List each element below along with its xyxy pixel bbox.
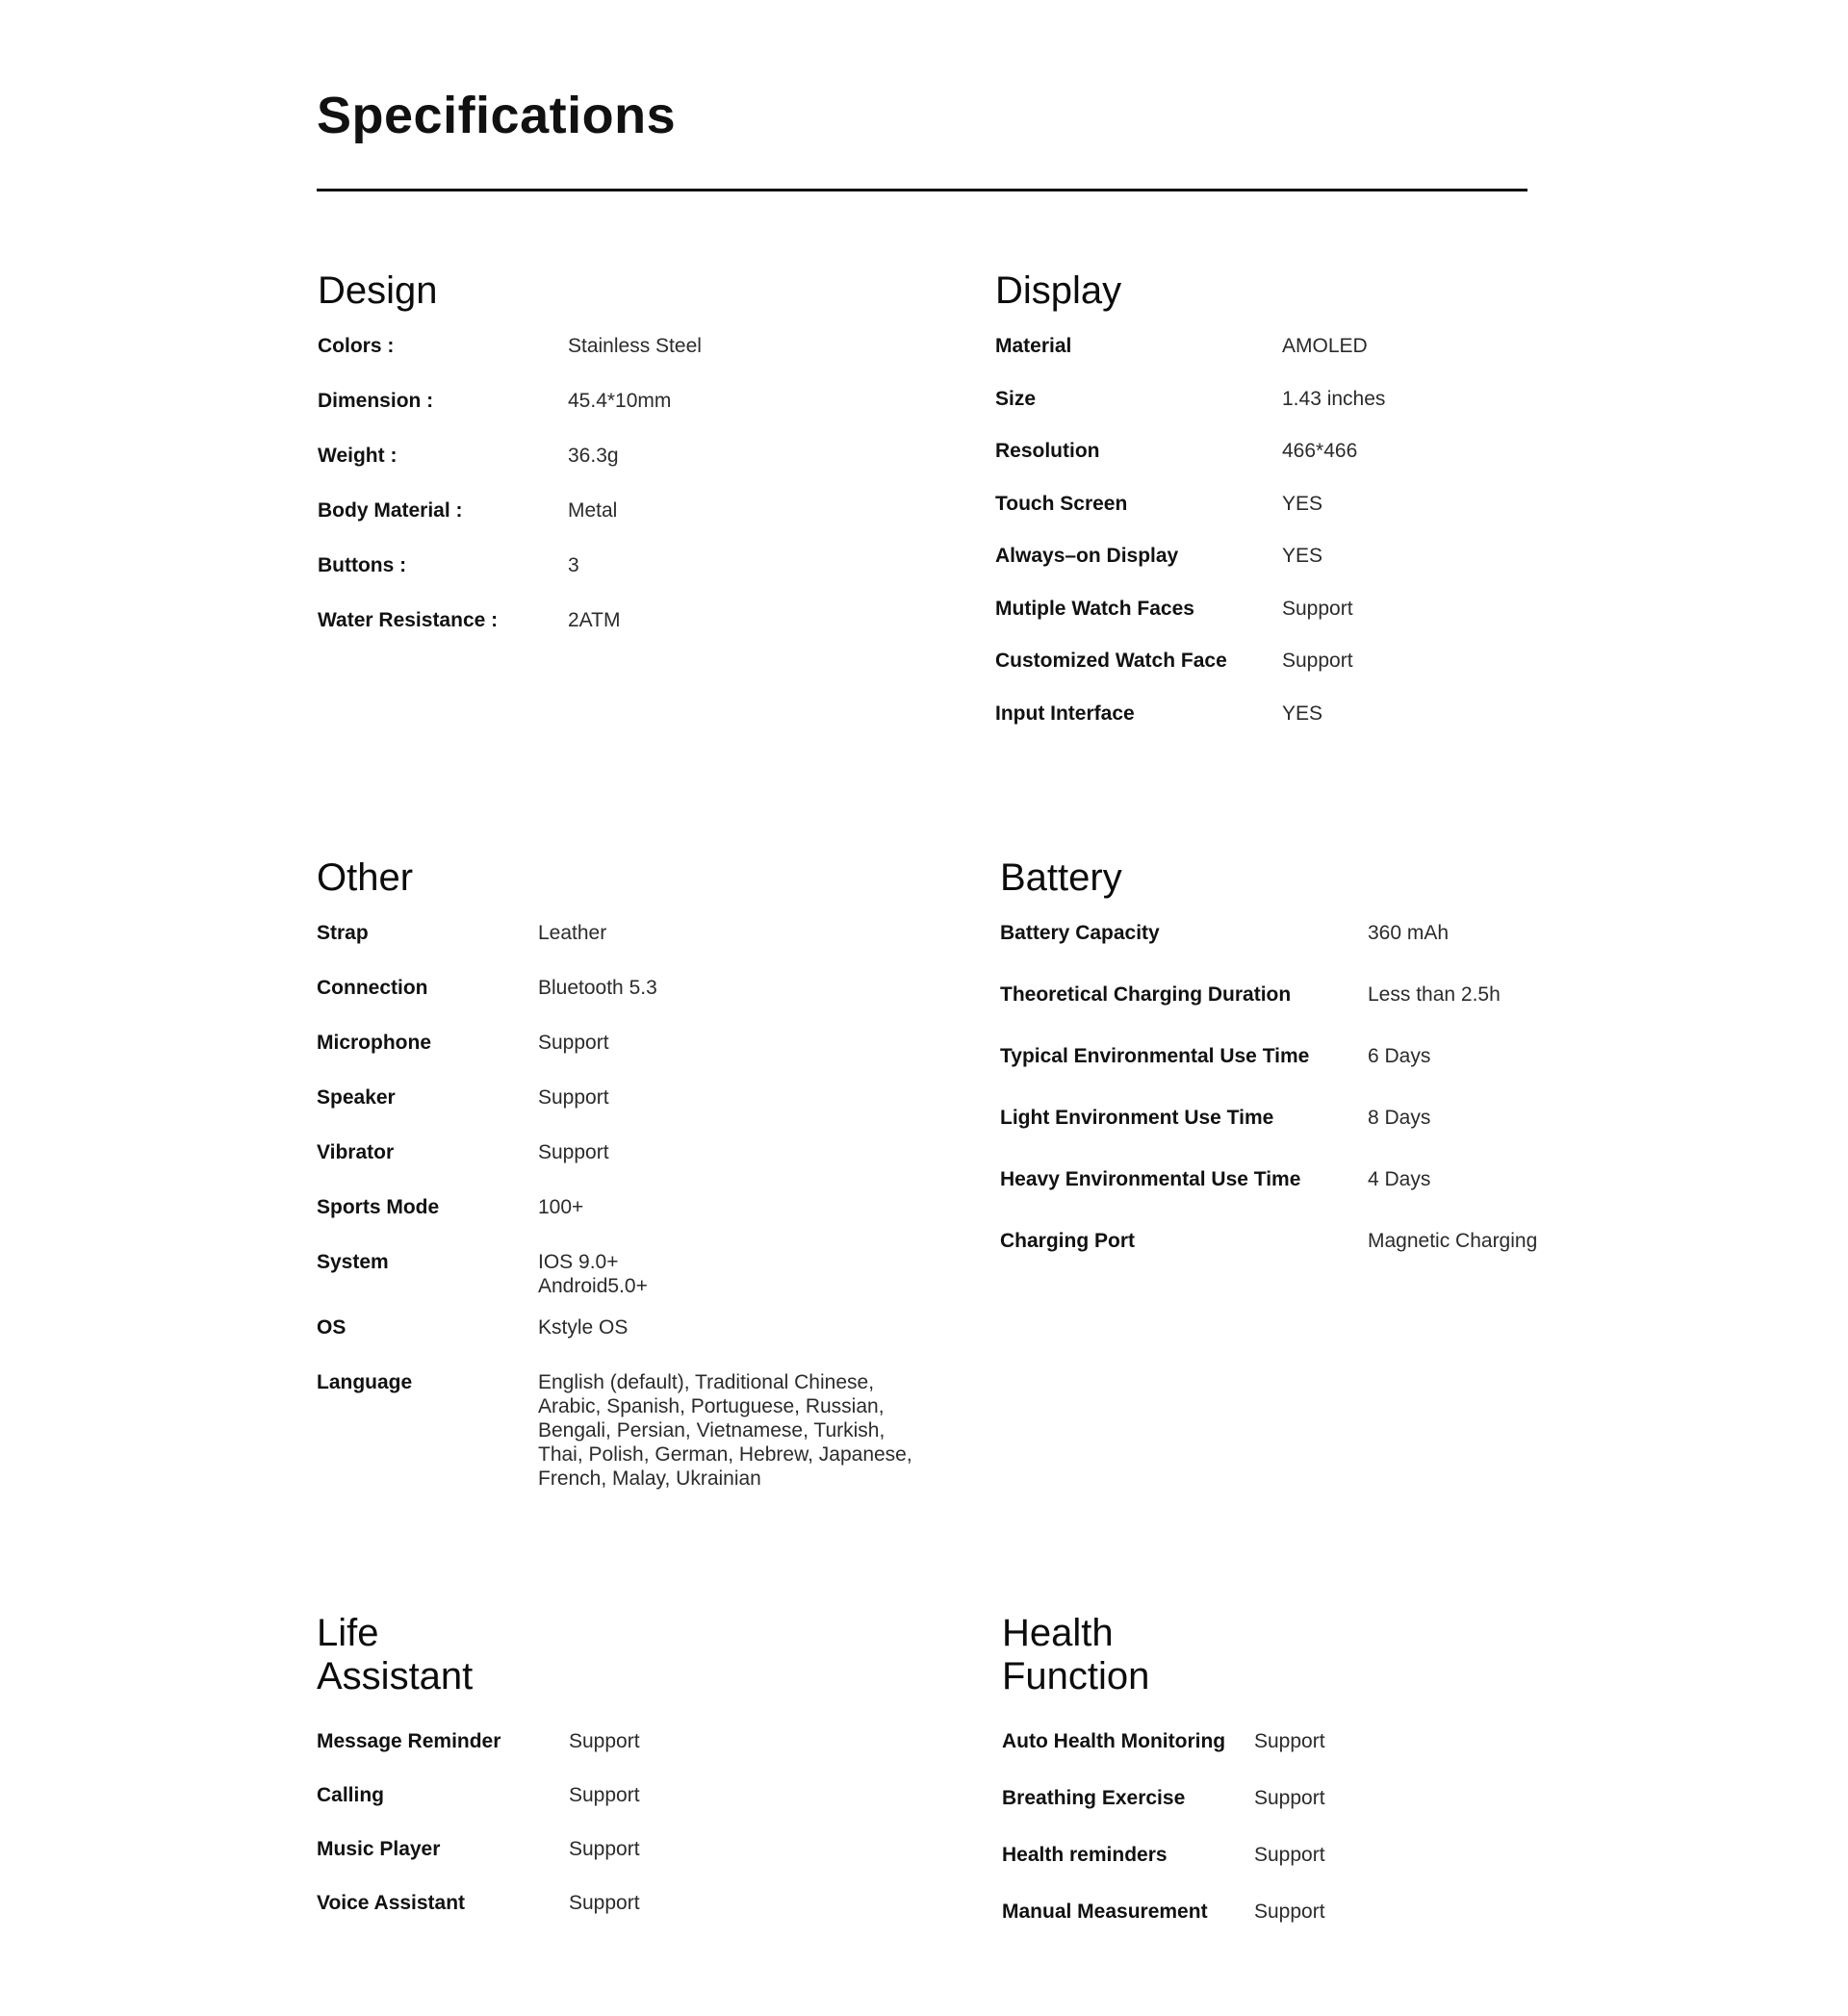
spec-label: Mutiple Watch Faces: [995, 597, 1194, 620]
spec-value: YES: [1282, 702, 1323, 725]
spec-label: Microphone: [317, 1032, 431, 1054]
spec-row-typical-use-time: [1000, 1044, 1597, 1106]
section-title-battery: Battery: [1000, 856, 1122, 899]
spec-value: 4 Days: [1368, 1168, 1431, 1190]
spec-label: Customized Watch Face: [995, 650, 1227, 672]
spec-row-battery-capacity: [1000, 921, 1597, 982]
spec-value: Less than 2.5h: [1368, 983, 1501, 1006]
spec-row-manual-measurement: [1002, 1900, 1599, 1956]
spec-label: Breathing Exercise: [1002, 1787, 1186, 1809]
spec-label: Input Interface: [995, 702, 1135, 725]
spec-value: 100+: [538, 1196, 584, 1218]
spec-label: Colors :: [318, 335, 395, 357]
spec-label: Calling: [317, 1784, 385, 1806]
spec-value: 2ATM: [568, 609, 621, 631]
spec-value: YES: [1282, 545, 1323, 567]
spec-row-weight: [318, 444, 934, 498]
spec-label: Message Reminder: [317, 1730, 501, 1752]
spec-row-charging-port: [1000, 1229, 1597, 1290]
spec-row-speaker: [317, 1085, 933, 1140]
spec-label: Voice Assistant: [317, 1892, 466, 1914]
spec-label: System: [317, 1251, 389, 1273]
spec-row-calling: [317, 1783, 933, 1837]
spec-row-input-interface: [995, 702, 1573, 754]
spec-row-heavy-use-time: [1000, 1167, 1597, 1229]
spec-label: Battery Capacity: [1000, 922, 1160, 944]
spec-label: Buttons :: [318, 554, 407, 576]
spec-row-dimension: [318, 389, 934, 444]
spec-label: Language: [317, 1371, 413, 1393]
section-title-display: Display: [995, 269, 1122, 312]
spec-value: Magnetic Charging: [1368, 1230, 1538, 1252]
spec-label: Material: [995, 335, 1072, 357]
spec-value: YES: [1282, 492, 1323, 515]
spec-value: Support: [1282, 650, 1353, 672]
spec-label: Strap: [317, 922, 369, 944]
spec-value: AMOLED: [1282, 335, 1368, 357]
spec-label: Weight :: [318, 445, 398, 467]
display-section: [995, 269, 1573, 753]
spec-value: 36.3g: [568, 445, 619, 467]
section-title-other: Other: [317, 856, 414, 899]
spec-row-language: [317, 1370, 933, 1495]
spec-row-health-reminders: [1002, 1843, 1599, 1900]
spec-label: Music Player: [317, 1838, 441, 1860]
section-title-health-function: [1002, 1612, 1599, 1698]
spec-row-strap: [317, 921, 933, 976]
spec-row-message-reminder: [317, 1729, 933, 1783]
spec-row-auto-health-monitoring: [1002, 1729, 1599, 1786]
title-divider: [317, 189, 1527, 191]
spec-value: Bluetooth 5.3: [538, 977, 657, 999]
spec-row-body-material: [318, 498, 934, 553]
spec-label: Dimension :: [318, 390, 434, 412]
other-section: [317, 856, 933, 1495]
design-section: [318, 269, 934, 663]
spec-value: Leather: [538, 922, 607, 944]
spec-row-size: [995, 387, 1573, 440]
spec-value: Support: [569, 1784, 640, 1806]
section-title-line: Health: [1002, 1612, 1114, 1654]
spec-label: Heavy Environmental Use Time: [1000, 1168, 1301, 1190]
spec-label: Speaker: [317, 1086, 396, 1109]
spec-value: 3: [568, 554, 579, 576]
spec-value: Stainless Steel: [568, 335, 702, 357]
battery-section: [1000, 856, 1597, 1290]
spec-label: Resolution: [995, 440, 1100, 462]
spec-value: Support: [538, 1141, 609, 1163]
spec-label: Auto Health Monitoring: [1002, 1730, 1226, 1752]
spec-value: Support: [1254, 1787, 1325, 1809]
spec-row-customized-watch-face: [995, 649, 1573, 702]
spec-value: Support: [538, 1032, 609, 1054]
spec-row-microphone: [317, 1031, 933, 1085]
spec-row-buttons: [318, 553, 934, 608]
spec-value: Support: [1254, 1730, 1325, 1752]
spec-value: 1.43 inches: [1282, 387, 1386, 410]
spec-value: IOS 9.0+ Android5.0+: [538, 1251, 648, 1297]
spec-value: 466*466: [1282, 440, 1358, 462]
spec-row-sports-mode: [317, 1195, 933, 1250]
spec-label: Typical Environmental Use Time: [1000, 1045, 1310, 1067]
spec-label: Theoretical Charging Duration: [1000, 983, 1292, 1006]
spec-row-charging-duration: [1000, 982, 1597, 1044]
spec-value: 360 mAh: [1368, 922, 1450, 944]
spec-value: Support: [569, 1892, 640, 1914]
spec-label: Sports Mode: [317, 1196, 440, 1218]
section-title-design: Design: [318, 269, 438, 312]
section-title-line: Function: [1002, 1655, 1150, 1697]
section-title-life-assistant: [317, 1612, 933, 1698]
spec-label: Body Material :: [318, 499, 463, 522]
spec-row-resolution: [995, 439, 1573, 492]
health-function-section: [1002, 1612, 1599, 1956]
spec-value: 6 Days: [1368, 1045, 1431, 1067]
spec-label: Connection: [317, 977, 428, 999]
section-title-line: Life: [317, 1612, 379, 1654]
spec-value: 8 Days: [1368, 1107, 1431, 1129]
spec-label: Health reminders: [1002, 1844, 1168, 1866]
spec-row-multiple-watch-faces: [995, 597, 1573, 650]
spec-row-breathing-exercise: [1002, 1786, 1599, 1843]
spec-row-os: [317, 1315, 933, 1370]
spec-label: OS: [317, 1316, 346, 1339]
spec-label: Light Environment Use Time: [1000, 1107, 1274, 1129]
spec-value: Support: [538, 1086, 609, 1109]
spec-value: Support: [569, 1730, 640, 1752]
spec-label: Charging Port: [1000, 1230, 1135, 1252]
spec-row-connection: [317, 976, 933, 1031]
page-title: Specifications: [317, 87, 677, 144]
spec-label: Vibrator: [317, 1141, 395, 1163]
section-title-line: Assistant: [317, 1655, 474, 1697]
life-assistant-section: [317, 1612, 933, 1945]
spec-value: 45.4*10mm: [568, 390, 672, 412]
spec-row-touch-screen: [995, 492, 1573, 545]
spec-value: English (default), Traditional Chinese, Arabic, Spanish, Portuguese, Russian, Bengali, Persian, Vietnamese, Turkish, Thai, Polish, German, Hebrew, Japanese, French, Malay, Ukrainian: [538, 1371, 912, 1490]
spec-label: Always–on Display: [995, 545, 1179, 567]
spec-value: Support: [1254, 1901, 1325, 1923]
spec-row-colors: [318, 334, 934, 389]
spec-row-always-on-display: [995, 544, 1573, 597]
spec-row-vibrator: [317, 1140, 933, 1195]
spec-label: Manual Measurement: [1002, 1901, 1208, 1923]
spec-value: Support: [1254, 1844, 1325, 1866]
spec-row-material: [995, 334, 1573, 387]
spec-value: Support: [1282, 597, 1353, 620]
spec-row-water-resistance: [318, 608, 934, 663]
spec-value: Metal: [568, 499, 618, 522]
spec-label: Size: [995, 387, 1037, 410]
spec-row-light-use-time: [1000, 1106, 1597, 1167]
spec-label: Water Resistance :: [318, 609, 499, 631]
spec-value: Kstyle OS: [538, 1316, 629, 1339]
spec-label: Touch Screen: [995, 492, 1128, 515]
spec-value: Support: [569, 1838, 640, 1860]
spec-row-music-player: [317, 1837, 933, 1891]
spec-row-system: [317, 1250, 933, 1315]
spec-row-voice-assistant: [317, 1891, 933, 1945]
